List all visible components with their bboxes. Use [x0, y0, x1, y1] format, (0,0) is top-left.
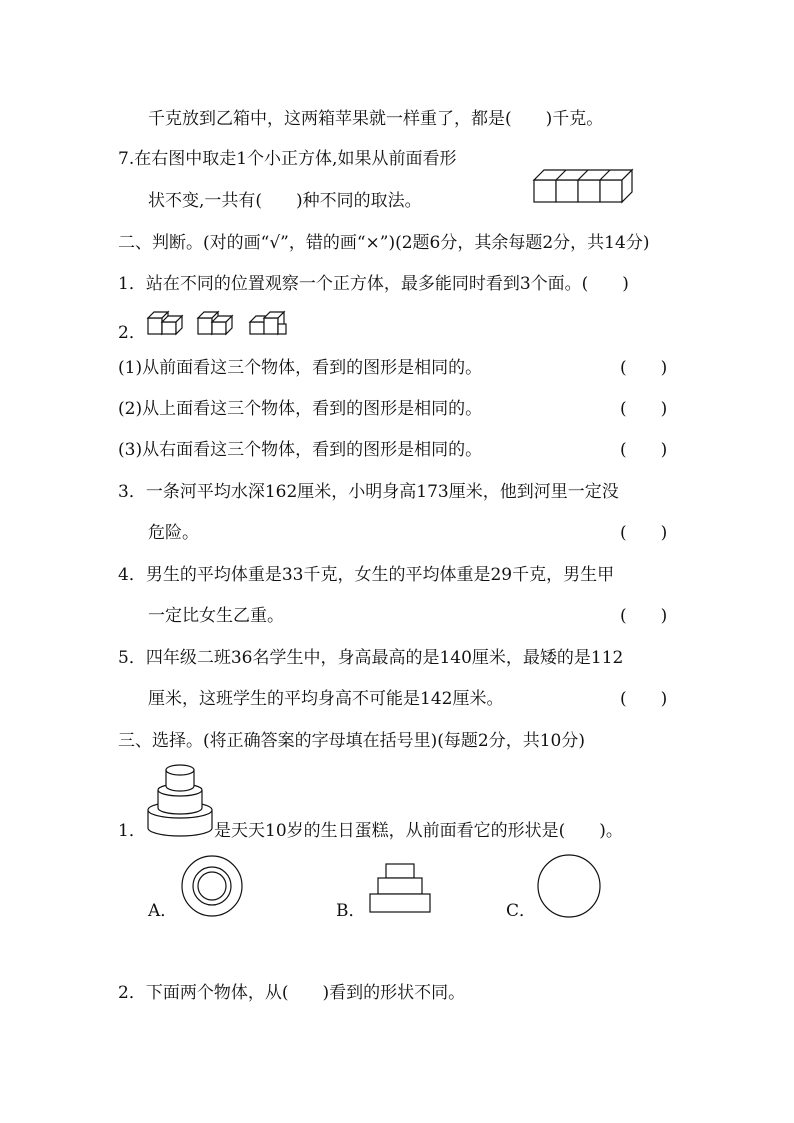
option-c-label[interactable]: C．	[506, 901, 537, 921]
block-figure-3	[248, 308, 292, 338]
block-figure-1	[146, 308, 188, 338]
judge-3-line-1: 3．一条河平均水深162厘米，小明身高173厘米，他到河里一定没	[118, 482, 619, 502]
cake-figure	[146, 762, 216, 840]
option-b-label[interactable]: B．	[336, 901, 366, 921]
section-2-heading: 二、判断。(对的画“√”，错的画“×”)(2题6分，其余每题2分，共14分)	[118, 233, 650, 253]
judge-2-1: (1)从前面看这三个物体，看到的图形是相同的。	[118, 358, 483, 378]
judge-2-2: (2)从上面看这三个物体，看到的图形是相同的。	[118, 399, 483, 419]
option-a-label[interactable]: A．	[148, 901, 178, 921]
choice-1-number: 1．	[118, 821, 146, 841]
choice-1-text: 是天天10岁的生日蛋糕，从前面看它的形状是( )。	[214, 821, 623, 841]
judge-3-line-2: 危险。	[148, 523, 199, 543]
judge-5-line-1: 5．四年级二班36名学生中，身高最高的是140厘米，最矮的是112	[118, 648, 624, 668]
option-b-stacked-rectangles	[368, 860, 434, 916]
answer-blank-2-3[interactable]: ( )	[620, 440, 668, 460]
cube-row-front	[534, 180, 622, 202]
judge-2-3: (3)从右面看这三个物体，看到的图形是相同的。	[118, 440, 483, 460]
answer-blank-2-2[interactable]: ( )	[620, 399, 668, 419]
question-7-line-2: 状不变,一共有( )种不同的取法。	[148, 191, 422, 211]
answer-blank-3[interactable]: ( )	[620, 523, 668, 543]
judge-5-line-2: 厘米，这班学生的平均身高不可能是142厘米。	[148, 689, 504, 709]
judge-4-line-2: 一定比女生乙重。	[148, 606, 284, 626]
question-7-line-1: 7.在右图中取走1个小正方体,如果从前面看形	[118, 149, 457, 169]
judge-1: 1．站在不同的位置观察一个正方体，最多能同时看到3个面。( )	[118, 274, 629, 294]
judge-4-line-1: 4．男生的平均体重是33千克，女生的平均体重是29千克，男生甲	[118, 565, 615, 585]
text-line-1: 千克放到乙箱中，这两箱苹果就一样重了，都是( )千克。	[148, 109, 604, 129]
block-figure-2	[196, 308, 238, 338]
answer-blank-4[interactable]: ( )	[620, 606, 668, 626]
cube-row-figure	[532, 166, 632, 206]
answer-blank-5[interactable]: ( )	[620, 689, 668, 709]
answer-blank-2-1[interactable]: ( )	[620, 358, 668, 378]
option-a-concentric-circles	[180, 854, 244, 918]
judge-2-number: 2．	[118, 323, 146, 343]
option-c-circle	[536, 854, 602, 918]
choice-2: 2．下面两个物体，从( )看到的形状不同。	[118, 983, 466, 1003]
section-3-heading: 三、选择。(将正确答案的字母填在括号里)(每题2分，共10分)	[118, 731, 585, 751]
